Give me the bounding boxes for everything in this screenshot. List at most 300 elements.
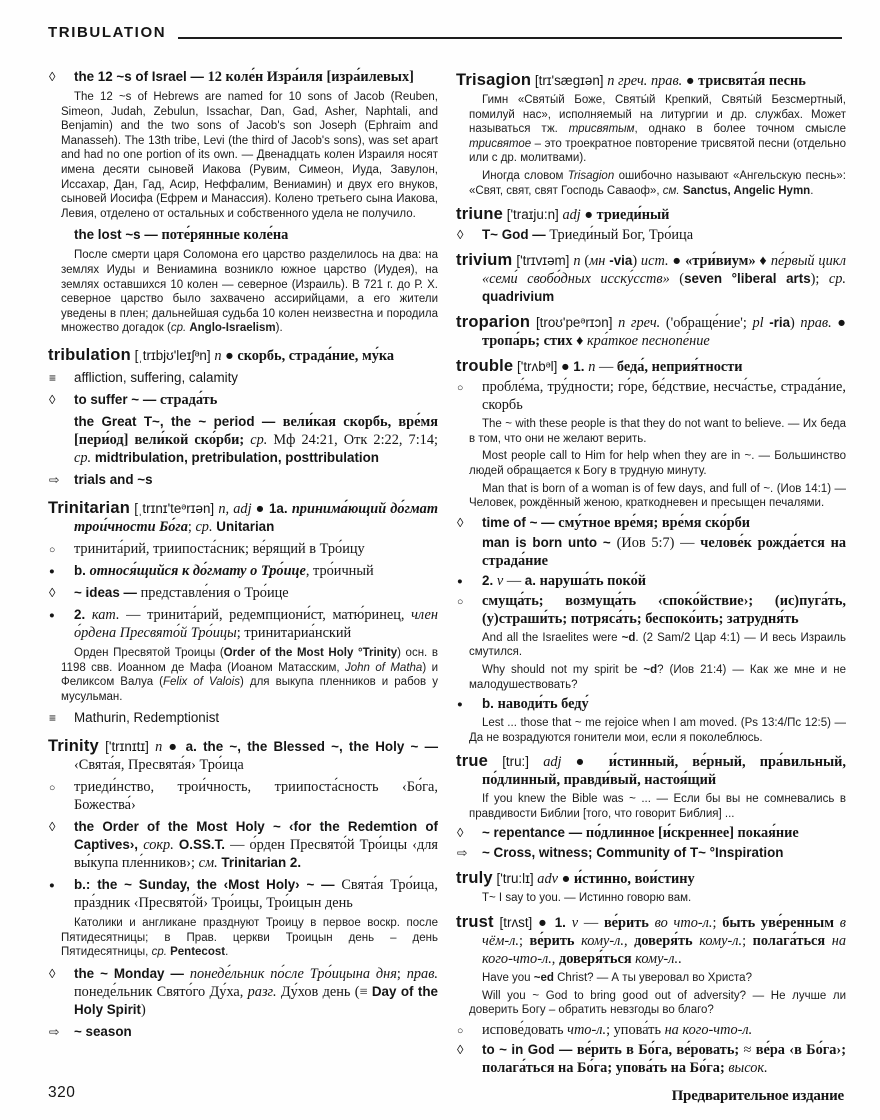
- text-segment: b.: [74, 562, 90, 578]
- text-segment: Trinitarian: [48, 498, 130, 517]
- text-segment: на кого-что-л.: [482, 933, 846, 968]
- text-segment: Свята́я Тро́ица, пра́здник ‹Пресвято́й› Тро́ицы, Тро́ицын день: [74, 877, 438, 912]
- text-segment: сму́тное вре́мя; вре́мя ско́рби: [558, 514, 751, 531]
- text-segment: принима́ющий до́гмат трои́чности Бо́га: [74, 500, 438, 535]
- text-columns: [48, 64, 846, 1077]
- commentary-paragraph: [469, 417, 846, 446]
- text-segment: понеде́льник Свято́го Ду́ха,: [74, 984, 248, 1001]
- entry-phrase-line: [456, 844, 846, 862]
- bullet-marker-icon: ●: [457, 699, 463, 711]
- text-segment: [troʊ'peᵊrɪɔn]: [530, 315, 619, 331]
- entry-phrase-line: [48, 1023, 438, 1041]
- text-segment: ['tru:lɪ]: [492, 871, 538, 887]
- text-segment: .: [810, 184, 814, 197]
- text-segment: the Order of the Most Holy ~ ‹for the Redemtion of Captives›,: [74, 819, 438, 853]
- text-segment: trouble: [456, 357, 514, 376]
- text-segment: ;: [518, 933, 530, 950]
- commentary-paragraph: [61, 248, 438, 336]
- entry-phrase-line: [48, 391, 438, 409]
- entry-phrase-line: [456, 572, 846, 590]
- text-segment: n, adj: [218, 500, 252, 517]
- text-segment: ~d: [643, 663, 658, 676]
- text-segment: [ˌtrɪbjʊ'leɪʃᵊn]: [130, 347, 215, 363]
- entry-headword-line: [456, 913, 846, 968]
- text-segment: греч.: [630, 315, 661, 332]
- entry-phrase-line: [456, 824, 846, 842]
- text-segment: см.: [662, 184, 680, 197]
- text-segment: ошибочно называют «Ангельскую песнь»: «Свят, свят, свят Господь Саваоф»,: [469, 169, 846, 197]
- text-segment: T~ God —: [482, 227, 550, 243]
- text-segment: беда́, неприя́тности: [616, 359, 743, 376]
- entry-phrase-line: [48, 369, 438, 387]
- text-segment: [trʌst]: [493, 915, 539, 931]
- text-segment: и́стинно, вои́стину: [573, 871, 695, 888]
- equivalence-marker-icon: ≡: [49, 711, 57, 726]
- text-segment: 2.: [482, 572, 497, 588]
- text-segment: ве́ра ‹в Бо́га›; полага́ться на Бо́га; упова́ть на Бо́га;: [482, 1041, 846, 1076]
- text-segment: ; тринитариа́нский: [236, 624, 352, 641]
- bullet-marker-icon: ●: [457, 575, 463, 587]
- text-segment: мн: [589, 253, 606, 270]
- text-segment: John of Matha: [344, 661, 423, 674]
- commentary-paragraph: [61, 90, 438, 221]
- entry-phrase-line: [48, 778, 438, 814]
- text-segment: ('обраще́ние';: [660, 315, 753, 332]
- commentary-paragraph: [61, 916, 438, 960]
- bullet-marker-icon: ●: [49, 609, 55, 621]
- text-segment: Christ? — А ты уверовал во Христа?: [553, 972, 752, 985]
- commentary-paragraph: [469, 891, 846, 906]
- text-segment: ) для выкупа пленников и рабов у мусульман.: [61, 676, 438, 703]
- text-segment: -ria: [769, 315, 791, 331]
- text-segment: —: [503, 572, 525, 589]
- diamond-marker-icon: ◊: [49, 966, 56, 982]
- text-segment: n: [214, 347, 222, 364]
- entry-phrase-line: [456, 534, 846, 570]
- text-segment: тропа́рь; стих: [482, 333, 573, 350]
- text-segment: на кого-что-л.: [664, 1021, 753, 1038]
- commentary-paragraph: [61, 646, 438, 704]
- commentary-paragraph: [469, 449, 846, 478]
- text-segment: – это троекратное повторение трисвятой песни (отдельно или с др. молитвами).: [469, 137, 846, 165]
- entry-headword-line: [456, 752, 846, 789]
- header-rule: [178, 37, 842, 39]
- text-segment: midtribulation, pretribulation, posttribulation: [91, 449, 379, 465]
- text-segment: кому-л.: [581, 933, 624, 950]
- text-segment: to ~ in God —: [482, 1041, 577, 1057]
- text-segment: Триеди́ный Бог, Тро́ица: [549, 227, 694, 244]
- text-segment: Most people call to Him for help when they are in ~. — Большинство людей обращается к Богу в трудную минуту.: [469, 450, 846, 477]
- text-segment: ср.: [170, 322, 187, 335]
- text-segment: man is born unto ~: [482, 534, 617, 550]
- text-segment: быть уве́ренным: [722, 915, 840, 932]
- text-segment: трисвятым: [568, 123, 635, 136]
- text-segment: true: [456, 752, 488, 771]
- text-segment: Day of the Holy Spirit: [74, 984, 438, 1018]
- text-segment: to suffer ~ —: [74, 391, 160, 407]
- text-segment: ●: [580, 207, 597, 224]
- commentary-paragraph: [469, 971, 846, 986]
- text-segment: affliction, suffering, calamity: [74, 369, 238, 385]
- text-segment: ).: [275, 322, 283, 335]
- commentary-paragraph: [469, 663, 846, 692]
- text-segment: трисвята́я песнь: [698, 73, 806, 89]
- text-segment: n: [155, 739, 163, 756]
- text-segment: -via: [609, 253, 633, 269]
- entry-headword-line: [456, 205, 846, 224]
- text-segment: ♦: [572, 333, 587, 350]
- text-segment: греч. прав.: [618, 73, 683, 89]
- text-segment: ~ repentance —: [482, 825, 586, 841]
- text-segment: Man that is born of a woman is of few days, and full of ~. (Иов 14:1) — Человек, рождённый женою, краткодневен и пресыщен печалями.: [469, 482, 846, 510]
- text-segment: по́длинное [и́скреннее] покая́ние: [585, 825, 799, 842]
- entry-phrase-line: [48, 606, 438, 642]
- text-segment: — о́рден Пресвято́й Тро́ицы ‹для вы́купа пле́нников›;: [74, 837, 439, 872]
- text-segment: ;: [396, 966, 407, 983]
- text-segment: прав.: [800, 315, 832, 332]
- text-segment: страда́ть: [159, 391, 218, 408]
- text-segment: доверя́ться: [558, 951, 636, 968]
- text-segment: quadrivium: [482, 289, 555, 305]
- text-segment: представле́ния о Тро́ице: [140, 584, 289, 601]
- entry-phrase-line: [48, 584, 438, 602]
- text-segment: Unitarian: [212, 518, 275, 534]
- text-segment: O.SS.T.: [178, 837, 226, 853]
- entry-phrase-line: [456, 226, 846, 244]
- diamond-marker-icon: ◊: [457, 825, 464, 841]
- text-segment: ‹Свята́я, Пресвята́я› Тро́ица: [74, 757, 244, 774]
- text-segment: ~d: [621, 631, 636, 644]
- text-segment: пробле́ма, тру́дности; го́ре, бе́дствие, несча́стье, страда́ние, скорбь: [482, 379, 846, 414]
- circle-marker-icon: ○: [457, 382, 464, 395]
- text-segment: The ~ with these people is that they do not want to believe. — Их беда в том, что они не желают верить.: [469, 418, 846, 445]
- text-segment: —: [578, 915, 604, 932]
- text-segment: ●: [831, 315, 846, 332]
- diamond-marker-icon: ◊: [457, 514, 464, 530]
- text-segment: 1a.: [268, 500, 292, 516]
- commentary-paragraph: [469, 631, 846, 660]
- entry-headword-line: [456, 251, 846, 306]
- entry-phrase-line: [48, 540, 438, 558]
- text-segment: триеди́нство, трои́чность, триипоста́сность ‹Бо́га, Божества́›: [74, 779, 438, 814]
- text-segment: Lest ... those that ~ me rejoice when I am moved. (Ps 13:4/Пс 12:5) — Да не возрадуются гонители мои, если я поколеблюсь.: [469, 717, 846, 744]
- text-segment: кра́ткое песнопе́ние: [586, 333, 710, 350]
- entry-phrase-line: [456, 1041, 846, 1077]
- text-segment: ве́рить в Бо́га, ве́ровать;: [576, 1041, 744, 1058]
- text-segment: a. the ~, the Blessed ~, the Holy ~ —: [185, 739, 438, 755]
- text-segment: что-л.: [567, 1021, 607, 1038]
- text-segment: Anglo-Israelism: [186, 322, 276, 335]
- text-segment: Order of the Most Holy °Trinity: [223, 646, 398, 659]
- text-segment: ~ season: [74, 1024, 132, 1040]
- right-column: [456, 64, 846, 1077]
- diamond-marker-icon: ◊: [49, 391, 56, 407]
- text-segment: трисвятое: [469, 137, 532, 150]
- text-segment: кому-л.: [635, 951, 679, 968]
- text-segment: .: [225, 946, 229, 959]
- text-segment: the lost ~s —: [74, 227, 162, 243]
- circle-marker-icon: ○: [457, 595, 464, 608]
- commentary-paragraph: [469, 716, 846, 745]
- text-segment: ●: [682, 73, 699, 89]
- entry-phrase-line: [48, 413, 438, 467]
- text-segment: кат.: [91, 606, 120, 623]
- entry-phrase-line: [48, 562, 438, 580]
- text-segment: Mathurin, Redemptionist: [74, 710, 220, 726]
- text-segment: Pentecost: [166, 946, 226, 959]
- text-segment: adj: [562, 207, 581, 224]
- text-segment: );: [810, 271, 829, 288]
- text-segment: The 12 ~s of Hebrews are named for 10 sons of Jacob (Reuben, Simeon, Judah, Zebulun, Issachar, Dan, Gad, Asher, Naphtali, and Benjamin) and the two sons of Jacob's son Joseph (Ephraim and Manasseh). The 13th tribe, Levi (the third of Jacob's sons), was set apart and had no one portion of its own. — Двенадцать колен Израиля носят имена десяти сыновей Иакова (Рувим, Симеон, Иуда, Завулон, Иссахар, Дан, Гад, Асир, Неффалим, Вениамин) и двух его внуков, сыновей Иосифа (Ефрем и Манассия). Колено третьего сына Иакова, Левия, отделено от остальных и собственного удела не получило.: [61, 91, 438, 220]
- text-segment: the 12 ~s of Israel —: [74, 69, 208, 84]
- text-segment: trust: [456, 913, 494, 932]
- text-segment: v: [571, 915, 579, 932]
- text-segment: поте́рянные коле́на: [161, 227, 289, 244]
- text-segment: понеде́льник по́сле Тро́ицына дня: [189, 966, 397, 983]
- bullet-marker-icon: ●: [49, 880, 55, 892]
- text-segment: член о́рдена Пресвято́й Тро́ицы: [74, 606, 439, 641]
- text-segment: Trisagion: [456, 71, 532, 89]
- text-segment: прав.: [406, 966, 438, 983]
- page-header: [48, 24, 842, 42]
- text-segment: Орден Пресвятой Троицы (: [74, 646, 224, 659]
- text-segment: полага́ться: [752, 933, 832, 950]
- text-segment: пе́рвый цикл «семи́ свобо́дных исску́сств»: [482, 253, 846, 288]
- text-segment: сокр.: [143, 837, 174, 854]
- left-column: [48, 64, 438, 1077]
- text-segment: [trɪ'sægɪən]: [531, 73, 608, 88]
- text-segment: Felix of Valois: [163, 676, 240, 689]
- text-segment: seven °liberal arts: [684, 271, 811, 287]
- text-segment: b.: the ~ Sunday, the ‹Most Holy› ~ —: [74, 877, 342, 893]
- text-segment: ●: [668, 253, 686, 270]
- entry-phrase-line: [456, 514, 846, 532]
- text-segment: ,: [623, 933, 635, 950]
- text-segment: Sanctus, Angelic Hymn: [679, 184, 811, 197]
- entry-phrase-line: [48, 471, 438, 489]
- commentary-paragraph: [469, 169, 846, 198]
- text-segment: n: [573, 253, 581, 270]
- text-segment: Have you: [482, 972, 534, 985]
- text-segment: Гимн «Святы́й Боже, Святы́й Крепкий, Святы́й Безсмертный, помилуй нас», исполняемый на литургии и др. службах. Может называться тж.: [469, 94, 846, 136]
- entry-headword-line: [48, 737, 438, 774]
- text-segment: ≈: [743, 1041, 756, 1058]
- text-segment: ;: [742, 933, 753, 950]
- text-segment: ): [632, 253, 641, 270]
- text-segment: и́стинный, ве́рный, пра́вильный, по́длинный, правди́вый, настоя́щий: [482, 754, 846, 789]
- text-segment: Will you ~ God to bring good out of adversity? — Не лучше ли доверить Богу – обратить невзгоды во благо?: [469, 989, 846, 1017]
- text-segment: Why should not my spirit be: [482, 663, 644, 676]
- commentary-paragraph: [469, 792, 846, 821]
- entry-headword-line: [456, 357, 846, 376]
- text-segment: adv: [537, 871, 558, 888]
- arrow-marker-icon: ⇨: [49, 472, 60, 487]
- entry-phrase-line: [48, 709, 438, 727]
- entry-phrase-line: [456, 378, 846, 414]
- text-segment: ): [790, 315, 801, 332]
- entry-phrase-line: [456, 592, 846, 628]
- text-segment: ср.: [195, 518, 213, 535]
- text-segment: разг.: [247, 984, 277, 1001]
- commentary-paragraph: [469, 989, 846, 1018]
- text-segment: time of ~ —: [482, 514, 559, 530]
- text-segment: в чём-л.: [482, 915, 846, 950]
- commentary-paragraph: [469, 482, 846, 511]
- text-segment: ['trʌbᵊl]: [513, 359, 562, 375]
- text-segment: ве́рить: [529, 933, 582, 950]
- text-segment: b.: [482, 696, 498, 712]
- text-segment: Мф 24:21, Отк 2:22, 7:14;: [267, 431, 438, 448]
- text-segment: ●: [221, 347, 238, 364]
- text-segment: ●: [162, 739, 186, 756]
- entry-phrase-line: [48, 876, 438, 912]
- text-segment: , однако в более точном смысле: [634, 123, 846, 136]
- text-segment: ср.: [151, 946, 167, 959]
- text-segment: ист.: [640, 253, 669, 270]
- text-segment: ~ed: [533, 972, 554, 985]
- circle-marker-icon: ○: [457, 1024, 464, 1037]
- entry-phrase-line: [48, 68, 438, 86]
- arrow-marker-icon: ⇨: [49, 1025, 60, 1040]
- edition-note: Предварительное издание: [671, 1088, 844, 1104]
- text-segment: 2.: [74, 606, 92, 622]
- text-segment: ;: [712, 915, 723, 932]
- arrow-marker-icon: ⇨: [457, 846, 468, 861]
- text-segment: ●: [561, 359, 574, 376]
- text-segment: —: [595, 359, 617, 376]
- text-segment: n: [607, 73, 615, 89]
- text-segment: ср.: [828, 271, 847, 288]
- text-segment: ~ ideas —: [74, 584, 141, 600]
- entry-phrase-line: [456, 1021, 846, 1039]
- text-segment: (Иов 5:7) —: [616, 534, 701, 551]
- text-segment: tribulation: [48, 345, 131, 364]
- entry-headword-line: [48, 346, 438, 365]
- text-segment: наруша́ть поко́й: [539, 572, 647, 589]
- text-segment: trials and ~s: [74, 471, 153, 487]
- diamond-marker-icon: ◊: [457, 227, 464, 243]
- text-segment: относя́щийся к до́гмату о Тро́ице: [89, 562, 306, 579]
- text-segment: ●: [538, 915, 555, 932]
- text-segment: ср.: [250, 431, 268, 448]
- text-segment: триеди́ный: [596, 207, 670, 224]
- text-segment: смуща́ть; возмуща́ть ‹споко́йствие›; (ис)пуга́ть, (у)страши́ть; потряса́ть; беспоко́ить; затрудня́ть: [482, 592, 846, 627]
- text-segment: вели́кая скорбь, вре́мя [пери́од] вели́кой ско́рби;: [74, 413, 439, 448]
- bullet-marker-icon: ●: [49, 565, 55, 577]
- text-segment: ): [140, 1002, 146, 1019]
- text-segment: ~ Cross, witness; Community of T~ °Inspiration: [482, 845, 784, 861]
- text-segment: . (2 Sam/2 Цар 4:1) — И весь Израиль смутился.: [469, 631, 846, 659]
- text-segment: , тро́ичный: [305, 562, 374, 579]
- entry-headword-line: [48, 499, 438, 536]
- text-segment: trivium: [456, 251, 513, 270]
- text-segment: n: [618, 315, 626, 332]
- diamond-marker-icon: ◊: [49, 584, 56, 600]
- commentary-paragraph: [469, 93, 846, 166]
- entry-phrase-line: [48, 226, 438, 244]
- text-segment: ; упова́ть: [606, 1021, 665, 1038]
- text-segment: ср.: [74, 449, 92, 466]
- entry-headword-line: [456, 869, 846, 888]
- text-segment: ,: [551, 951, 559, 968]
- text-segment: Ду́хов день (≡: [276, 984, 372, 1001]
- entry-headword-line: [456, 313, 846, 350]
- text-segment: v: [496, 572, 504, 589]
- text-segment: Trinitarian 2.: [217, 855, 302, 871]
- equivalence-marker-icon: ≡: [49, 370, 57, 385]
- text-segment: troparion: [456, 313, 531, 332]
- text-segment: 1.: [573, 359, 589, 375]
- text-segment: ве́рить: [603, 915, 655, 932]
- text-segment: a.: [524, 572, 540, 588]
- text-segment: Trisagion: [567, 169, 615, 182]
- text-segment: T~ I say to you. — Истинно говорю вам.: [482, 892, 692, 905]
- text-segment: высок.: [728, 1059, 768, 1076]
- diamond-marker-icon: ◊: [49, 69, 56, 84]
- text-segment: triune: [456, 205, 504, 224]
- text-segment: После смерти царя Соломона его царство разделилось на два: на землях Иуды и Вениамина возникло южное царство (Иудея), на землях оставшихся 10 колен — северное (Израиль). В 721 г. до Р. Х. северное царство было захвачено ассирийцами, а его жители уведены в плен; дальнейшая судьба 10 колен неизвестна и породила множество догадок (: [61, 249, 438, 335]
- entry-phrase-line: [456, 695, 846, 713]
- text-segment: ●: [561, 754, 609, 771]
- text-segment: ♦: [755, 253, 771, 270]
- text-segment: — тринита́рий, редемпциони́ст, матю́ринец,: [119, 606, 412, 623]
- text-segment: [tru:]: [487, 754, 544, 770]
- text-segment: ? (Иов 21:4) — Как же мне и не малодушествовать?: [469, 663, 846, 691]
- text-segment: тринита́рий, триипоста́сник; ве́рящий в Тро́ицу: [74, 540, 365, 557]
- text-segment: the Great T~, the ~ period —: [74, 413, 283, 429]
- text-segment: the ~ Monday —: [74, 966, 190, 982]
- diamond-marker-icon: ◊: [457, 1041, 464, 1057]
- page-number: 320: [48, 1084, 76, 1101]
- text-segment: наводи́ть беду́: [497, 696, 589, 713]
- text-segment: ['traɪju:n]: [503, 207, 563, 223]
- text-segment: (: [580, 253, 590, 270]
- text-segment: ) осн. в 1198 свв. Иоанном де Мафа (Иоаном Матасским,: [61, 646, 438, 674]
- text-segment: «три́виум»: [685, 253, 756, 270]
- text-segment: 1.: [554, 915, 572, 931]
- text-segment: челове́к рожда́ется на страда́ние: [482, 534, 847, 569]
- circle-marker-icon: ○: [49, 543, 56, 556]
- text-segment: If you knew the Bible was ~ ... — Если бы вы не сомневались в правдивости Библии [того, что говорит Библия] ...: [469, 793, 846, 820]
- text-segment: [ˌtrɪnɪ'teᵊrɪən]: [129, 500, 219, 516]
- text-segment: ['trɪnɪtɪ]: [98, 739, 156, 755]
- text-segment: скорбь, страда́ние, му́ка: [237, 347, 395, 364]
- entry-phrase-line: [48, 965, 438, 1019]
- entry-headword-line: [456, 71, 846, 90]
- diamond-marker-icon: ◊: [49, 819, 56, 835]
- text-segment: n: [588, 359, 596, 376]
- text-segment: испове́довать: [482, 1021, 568, 1038]
- text-segment: pl: [752, 315, 764, 332]
- text-segment: во что-л.: [654, 915, 713, 932]
- text-segment: ['trɪvɪəm]: [512, 253, 574, 269]
- text-segment: .: [678, 951, 682, 968]
- text-segment: кому-л.: [699, 933, 743, 950]
- text-segment: And all the Israelites were: [482, 631, 622, 644]
- entry-phrase-line: [48, 818, 438, 872]
- text-segment: ●: [558, 871, 574, 888]
- text-segment: truly: [456, 869, 493, 888]
- text-segment: ●: [251, 500, 269, 517]
- text-segment: ;: [187, 518, 196, 535]
- header-guide-word: TRIBULATION: [48, 24, 167, 41]
- text-segment: см.: [198, 855, 218, 872]
- text-segment: (: [669, 271, 685, 288]
- text-segment: ) и Феликсом Валуа (: [61, 661, 438, 689]
- circle-marker-icon: ○: [49, 782, 56, 795]
- text-segment: Trinity: [48, 737, 99, 756]
- text-segment: adj: [543, 754, 562, 771]
